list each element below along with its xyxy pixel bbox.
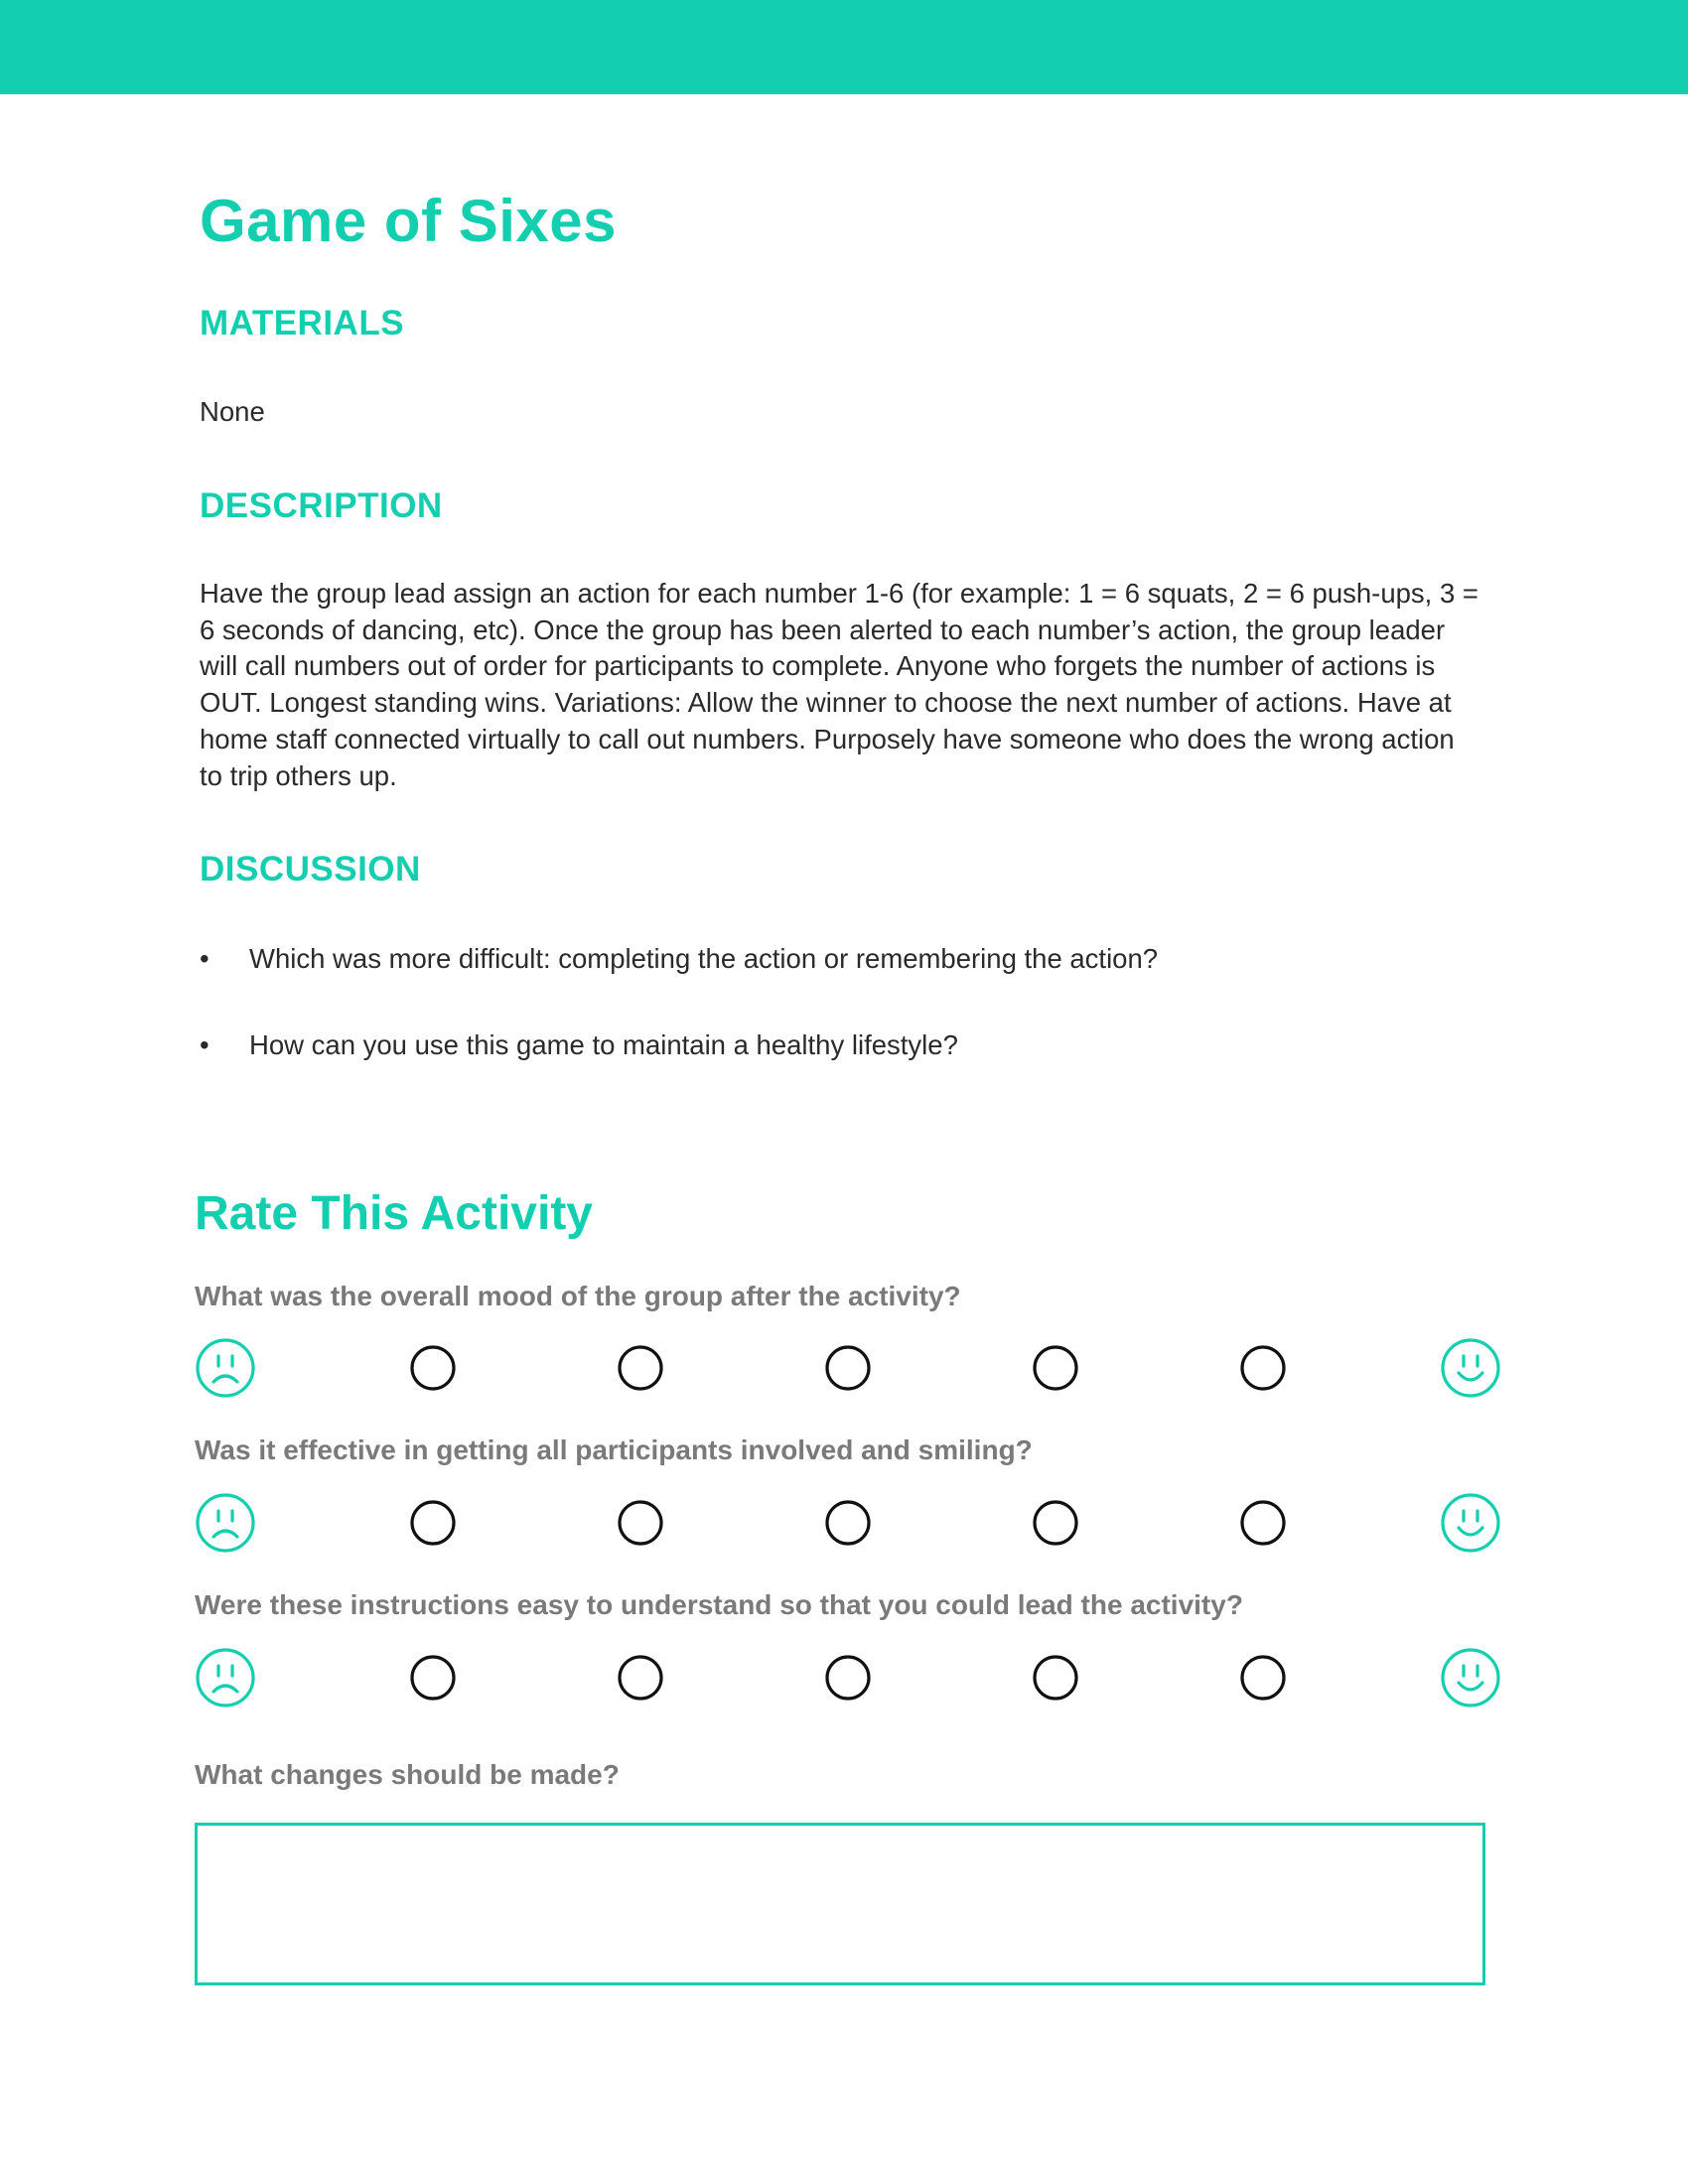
rating-option-circle[interactable] bbox=[610, 1492, 671, 1554]
page-title: Game of Sixes bbox=[200, 188, 618, 254]
rating-question-instructions: Were these instructions easy to understand so that you could lead the activity? bbox=[195, 1589, 1243, 1620]
rating-option-circle[interactable] bbox=[610, 1647, 671, 1708]
bullet-icon: • bbox=[200, 1029, 210, 1060]
happy-face-icon[interactable] bbox=[1440, 1492, 1501, 1554]
description-heading: DESCRIPTION bbox=[200, 486, 443, 525]
rating-scale-mood bbox=[195, 1337, 1495, 1399]
happy-face-icon[interactable] bbox=[1440, 1647, 1501, 1708]
rating-option-circle[interactable] bbox=[1232, 1492, 1294, 1554]
rating-scale-effective bbox=[195, 1492, 1495, 1554]
rating-option-circle[interactable] bbox=[402, 1647, 464, 1708]
rating-option-circle[interactable] bbox=[1025, 1647, 1086, 1708]
rating-question-mood: What was the overall mood of the group after the activity? bbox=[195, 1281, 961, 1311]
rating-option-circle[interactable] bbox=[1232, 1337, 1294, 1399]
rating-option-circle[interactable] bbox=[610, 1337, 671, 1399]
bullet-icon: • bbox=[200, 943, 210, 974]
sad-face-icon[interactable] bbox=[195, 1492, 256, 1554]
rating-option-circle[interactable] bbox=[1232, 1647, 1294, 1708]
rating-option-circle[interactable] bbox=[402, 1492, 464, 1554]
changes-question: What changes should be made? bbox=[195, 1759, 620, 1790]
rating-option-circle[interactable] bbox=[1025, 1337, 1086, 1399]
discussion-item-text: How can you use this game to maintain a healthy lifestyle? bbox=[249, 1029, 958, 1060]
rating-question-effective: Was it effective in getting all participants involved and smiling? bbox=[195, 1434, 1033, 1465]
rating-option-circle[interactable] bbox=[402, 1337, 464, 1399]
rating-scale-instructions bbox=[195, 1647, 1495, 1708]
rating-option-circle[interactable] bbox=[817, 1337, 879, 1399]
materials-heading: MATERIALS bbox=[200, 304, 405, 342]
header-accent-bar bbox=[0, 0, 1688, 94]
changes-text-box[interactable] bbox=[195, 1823, 1485, 1985]
sad-face-icon[interactable] bbox=[195, 1337, 256, 1399]
happy-face-icon[interactable] bbox=[1440, 1337, 1501, 1399]
materials-text: None bbox=[200, 396, 265, 427]
rating-option-circle[interactable] bbox=[817, 1492, 879, 1554]
rate-activity-title: Rate This Activity bbox=[195, 1187, 593, 1240]
description-text: Have the group lead assign an action for each number 1-6 (for example: 1 = 6 squats, 2 = 6 push-ups, 3 = 6 seconds of dancing, etc). Once the group has been alerted to each number’s action, the group leader will call numbers out of order for participants to complete. Anyone who forgets the number of actions is OUT. Longest standing wins. Variations: Allow the winner to choose the next number of actions. Have at home staff connected virtually to call out numbers. Purposely have someone who does the wrong action to trip others up. bbox=[200, 578, 1478, 791]
rating-option-circle[interactable] bbox=[817, 1647, 879, 1708]
discussion-heading: DISCUSSION bbox=[200, 850, 421, 888]
sad-face-icon[interactable] bbox=[195, 1647, 256, 1708]
rating-option-circle[interactable] bbox=[1025, 1492, 1086, 1554]
discussion-item-text: Which was more difficult: completing the action or remembering the action? bbox=[249, 943, 1159, 974]
